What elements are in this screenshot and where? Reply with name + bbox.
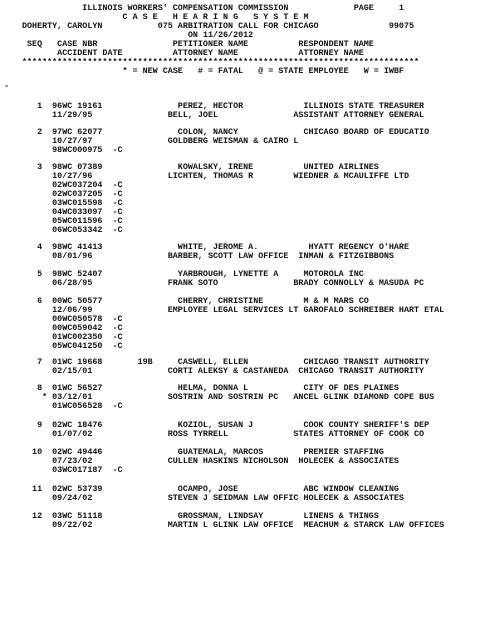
consolidated-case-line: 04WC033097 -C xyxy=(22,207,123,217)
consolidated-case-line: 02WC037204 -C xyxy=(22,180,123,190)
case-main-line: 2 97WC 62077 COLON, NANCY CHICAGO BOARD OF EDUCATIO xyxy=(22,127,430,137)
dash-mark: - xyxy=(4,81,10,91)
case-main-line: 3 98WC 07389 KOWALSKY, IRENE UNITED AIRLINES xyxy=(22,162,379,172)
legend: * = NEW CASE # = FATAL @ = STATE EMPLOYEE W = IWBF xyxy=(22,66,404,76)
case-main-line: 4 98WC 41413 WHITE, JEROME A. HYATT REGENCY O'HARE xyxy=(22,242,409,252)
consolidated-case-line: 05WC041250 -C xyxy=(22,341,123,351)
consolidated-case-line: 03WC015598 -C xyxy=(22,198,123,208)
consolidated-case-line: 03WC017187 -C xyxy=(22,465,123,475)
call-date: ON 11/26/2012 xyxy=(22,30,254,40)
case-attorney-line: 12/06/99 EMPLOYEE LEGAL SERVICES LT GAROFALO SCHREIBER HART ETAL xyxy=(22,305,445,315)
consolidated-case-line: 05WC011596 -C xyxy=(22,216,123,226)
consolidated-case-line: 02WC037205 -C xyxy=(22,189,123,199)
case-main-line: 12 03WC 51118 GROSSMAN, LINDSAY LINENS & THINGS xyxy=(22,511,379,521)
case-attorney-line: 08/01/96 BARBER, SCOTT LAW OFFICE INMAN & FITZGIBBONS xyxy=(22,251,394,261)
consolidated-case-line: 00WC050578 -C xyxy=(22,314,123,324)
case-attorney-line: 11/29/95 BELL, JOEL ASSISTANT ATTORNEY GENERAL xyxy=(22,110,425,120)
case-main-line: 7 01WC 19668 19B CASWELL, ELLEN CHICAGO TRANSIT AUTHORITY xyxy=(22,357,430,367)
case-attorney-line: * 03/12/01 SOSTRIN AND SOSTRIN PC ANCEL GLINK DIAMOND COPE BUS xyxy=(22,392,435,402)
column-headers-1: SEQ CASE NBR PETITIONER NAME RESPONDENT NAME xyxy=(22,39,374,49)
consolidated-case-line: 00WC059042 -C xyxy=(22,323,123,333)
system-title: C A S E H E A R I N G S Y S T E M xyxy=(22,12,309,22)
case-attorney-line: 02/15/01 CORTI ALEKSY & CASTANEDA CHICAGO TRANSIT AUTHORITY xyxy=(22,366,425,376)
consolidated-case-line: 06WC053342 -C xyxy=(22,225,123,235)
case-attorney-line: 09/24/02 STEVEN J SEIDMAN LAW OFFIC HOLECEK & ASSOCIATES xyxy=(22,493,404,503)
case-main-line: 9 02WC 18476 KOZIOL, SUSAN J COOK COUNTY SHERIFF'S DEP xyxy=(22,420,430,430)
case-attorney-line: 06/28/95 FRANK SOTO BRADY CONNOLLY & MASUDA PC xyxy=(22,278,425,288)
case-main-line: 1 96WC 19161 PEREZ, HECTOR ILLINOIS STATE TREASURER xyxy=(22,101,425,111)
case-main-line: 11 02WC 53739 OCAMPO, JOSE ABC WINDOW CLEANING xyxy=(22,484,399,494)
separator-stars: ******************************************************************************* xyxy=(22,57,420,67)
case-main-line: 10 02WC 49446 GUATEMALA, MARCOS PREMIER STAFFING xyxy=(22,447,384,457)
consolidated-case-line: 01WC002350 -C xyxy=(22,332,123,342)
case-attorney-line: 09/22/02 MARTIN L GLINK LAW OFFICE MEACHUM & STARCK LAW OFFICES xyxy=(22,520,445,530)
consolidated-case-line: 01WC056528 -C xyxy=(22,401,123,411)
case-attorney-line: 10/27/97 GOLDBERG WEISMAN & CAIRO L xyxy=(22,136,299,146)
call-title: DOHERTY, CAROLYN 075 ARBITRATION CALL FOR CHICAGO 99075 xyxy=(22,21,415,31)
case-main-line: 8 01WC 56527 HELMA, DONNA L CITY OF DES PLAINES xyxy=(22,383,399,393)
consolidated-case-line: 98WC000975 -C xyxy=(22,145,123,155)
agency-title: ILLINOIS WORKERS' COMPENSATION COMMISSION PAGE 1 xyxy=(22,3,404,13)
case-attorney-line: 10/27/96 LICHTEN, THOMAS R WIEDNER & MCAULIFFE LTD xyxy=(22,171,409,181)
case-main-line: 6 00WC 50577 CHERRY, CHRISTINE M & M MARS CO xyxy=(22,296,369,306)
case-attorney-line: 07/23/02 CULLEN HASKINS NICHOLSON HOLECEK & ASSOCIATES xyxy=(22,456,399,466)
case-attorney-line: 01/07/02 ROSS TYRRELL STATES ATTORNEY OF COOK CO xyxy=(22,429,425,439)
case-main-line: 5 98WC 52407 YARBROUGH, LYNETTE A MOTOROLA INC xyxy=(22,269,364,279)
column-headers-2: ACCIDENT DATE ATTORNEY NAME ATTORNEY NAME xyxy=(22,48,364,58)
